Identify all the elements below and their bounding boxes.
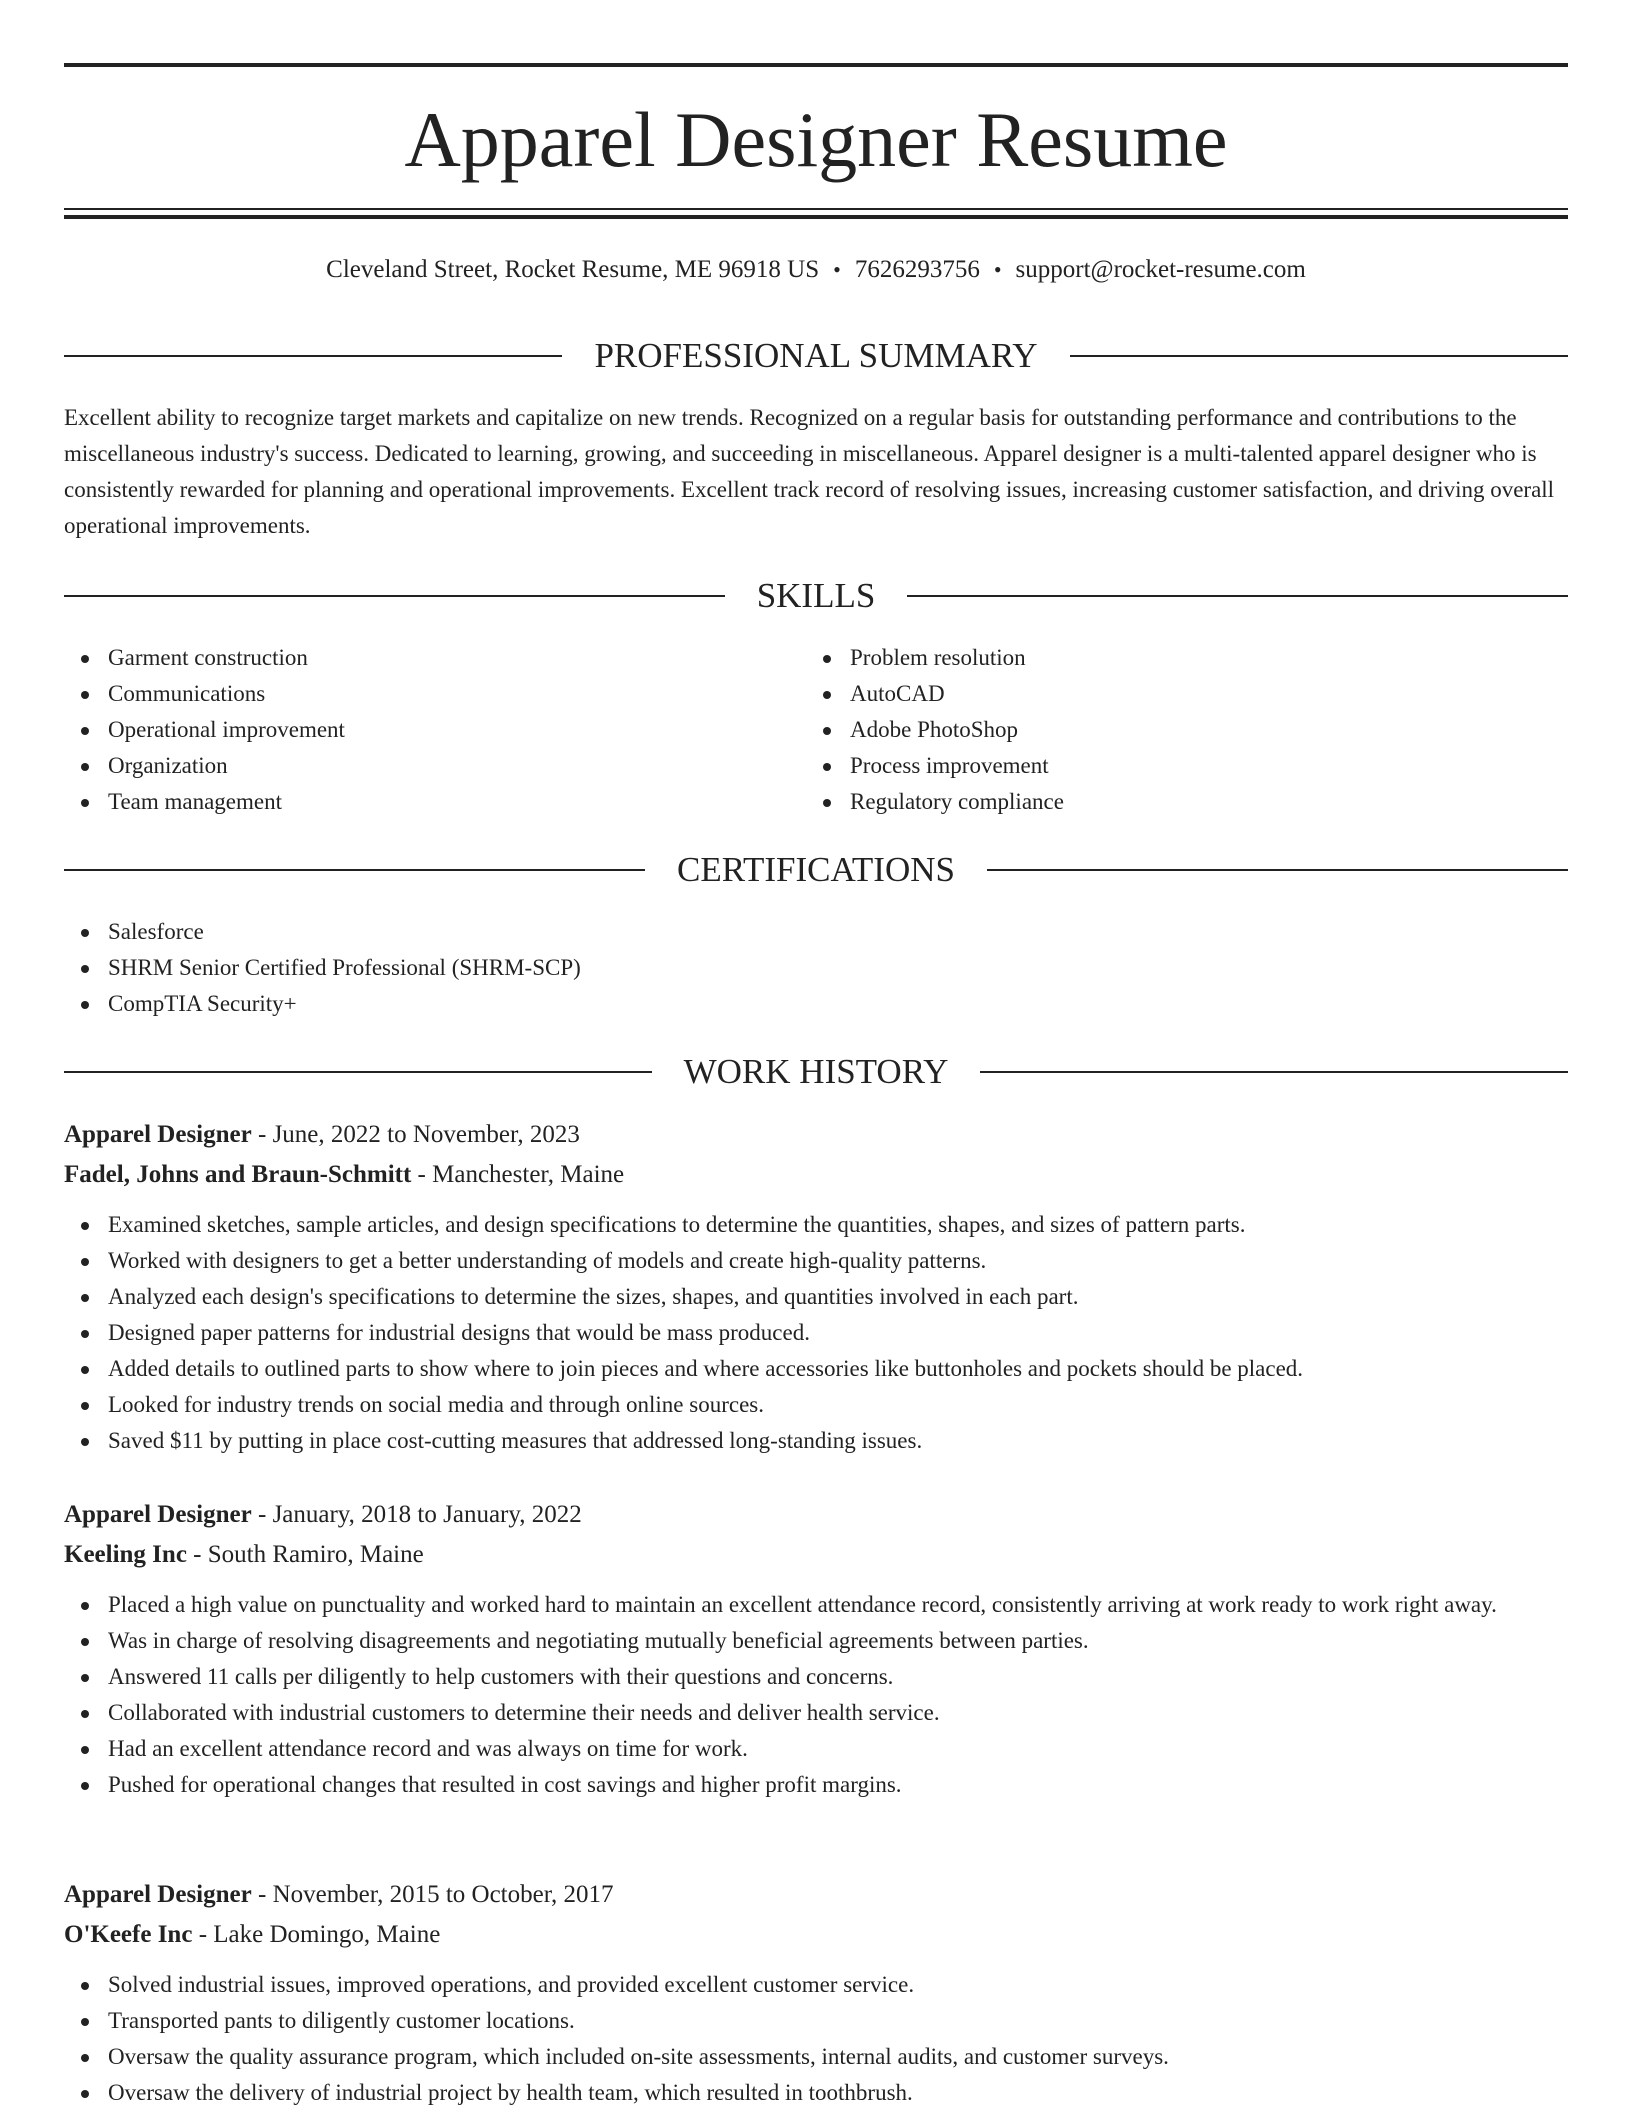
- skill-item: Problem resolution: [806, 640, 1506, 676]
- divider: [980, 1071, 1568, 1073]
- job-location: South Ramiro, Maine: [207, 1541, 424, 1568]
- job-title-line: [64, 1115, 1568, 1155]
- skill-item: Regulatory compliance: [806, 784, 1506, 820]
- job-location: Lake Domingo, Maine: [213, 1921, 441, 1948]
- job-title: Apparel Designer: [64, 1501, 252, 1528]
- skill-item: Organization: [64, 748, 764, 784]
- contact-separator: •: [993, 257, 1002, 282]
- skills-section-header: [64, 574, 1568, 618]
- skill-item: Communications: [64, 676, 764, 712]
- contact-separator: •: [833, 257, 841, 282]
- job-bullet: Solved industrial issues, improved operations, and provided excellent customer service.: [64, 1967, 1568, 2003]
- summary-section-header: [64, 334, 1568, 378]
- job-bullet: Placed a high value on punctuality and worked hard to maintain an excellent attendance record, consistently arriving at work ready to work right away.: [64, 1587, 1568, 1623]
- job-title: Apparel Designer: [64, 1881, 252, 1908]
- divider: [907, 595, 1568, 597]
- divider: [1070, 355, 1568, 357]
- job-entry: [64, 1115, 1568, 1459]
- job-bullets: [64, 1587, 1568, 1803]
- summary-text: Excellent ability to recognize target markets and capitalize on new trends. Recognized on a regular basis for outstanding performance and contributions to the miscellaneous industry's success. Dedicated to learning, growing, and succeeding in miscellaneous. Apparel designer is a multi-talented apparel designer who is consistently rewarded for planning and operational improvements. Excellent track record of resolving issues, increasing customer satisfaction, and driving overall operational improvements.: [64, 405, 1555, 538]
- job-bullet: Examined sketches, sample articles, and design specifications to determine the quantities, shapes, and sizes of pattern parts.: [64, 1207, 1568, 1243]
- skill-item: Team management: [64, 784, 764, 820]
- job-bullet: Oversaw the delivery of industrial project by health team, which resulted in toothbrush.: [64, 2075, 1568, 2111]
- separator: -: [411, 1161, 433, 1188]
- job-bullet: Pushed for operational changes that resulted in cost savings and higher profit margins.: [64, 1767, 1568, 1803]
- job-bullet: Worked with designers to get a better understanding of models and create high-quality patterns.: [64, 1243, 1568, 1279]
- job-bullet: Answered 11 calls per diligently to help customers with their questions and concerns.: [64, 1659, 1568, 1695]
- divider: [64, 869, 645, 871]
- separator: -: [251, 1501, 273, 1528]
- divider: [64, 355, 562, 357]
- job-company: Fadel, Johns and Braun-Schmitt: [64, 1161, 412, 1188]
- title-bottom-rule-1: [64, 208, 1568, 210]
- job-dates: June, 2022 to November, 2023: [272, 1121, 580, 1148]
- skill-item: Operational improvement: [64, 712, 764, 748]
- job-bullet: Analyzed each design's specifications to determine the sizes, shapes, and quantities involved in each part.: [64, 1279, 1568, 1315]
- job-bullet: Saved $11 by putting in place cost-cutting measures that addressed long-standing issues.: [64, 1423, 1568, 1459]
- job-title-line: [64, 1495, 1568, 1535]
- job-entry: [64, 1495, 1568, 1803]
- certifications-heading: CERTIFICATIONS: [677, 850, 955, 889]
- title-bottom-rule-2: [64, 215, 1568, 219]
- skills-heading: SKILLS: [756, 576, 876, 615]
- job-company: Keeling Inc: [64, 1541, 187, 1568]
- summary-heading: PROFESSIONAL SUMMARY: [594, 336, 1038, 375]
- skill-item: Garment construction: [64, 640, 764, 676]
- separator: -: [251, 1881, 273, 1908]
- work-history-section-header: [64, 1050, 1568, 1094]
- job-title-line: [64, 1875, 1568, 1915]
- job-company: O'Keefe Inc: [64, 1921, 193, 1948]
- skill-item: Adobe PhotoShop: [806, 712, 1506, 748]
- divider: [64, 595, 725, 597]
- job-bullet: Was in charge of resolving disagreements and negotiating mutually beneficial agreements between parties.: [64, 1623, 1568, 1659]
- certifications-list: [64, 914, 1568, 1022]
- job-bullet: Looked for industry trends on social media and through online sources.: [64, 1387, 1568, 1423]
- job-entry: [64, 1875, 1568, 2111]
- resume-title: Apparel Designer Resume: [404, 96, 1228, 183]
- job-dates: November, 2015 to October, 2017: [272, 1881, 614, 1908]
- skill-item: AutoCAD: [806, 676, 1506, 712]
- job-location: Manchester, Maine: [432, 1161, 625, 1188]
- contact-address: Cleveland Street, Rocket Resume, ME 96918 US: [326, 256, 820, 283]
- job-company-line: [64, 1915, 1568, 1955]
- contact-line: [64, 254, 1568, 286]
- job-bullets: [64, 1967, 1568, 2111]
- certification-item: CompTIA Security+: [64, 986, 1568, 1022]
- job-bullet: Added details to outlined parts to show where to join pieces and where accessories like buttonholes and pockets should be placed.: [64, 1351, 1568, 1387]
- skills-left-column: [64, 640, 764, 820]
- work-history-heading: WORK HISTORY: [683, 1052, 949, 1091]
- job-bullet: Collaborated with industrial customers to determine their needs and deliver health service.: [64, 1695, 1568, 1731]
- title-top-rule: [64, 63, 1568, 67]
- job-bullet: Had an excellent attendance record and was always on time for work.: [64, 1731, 1568, 1767]
- job-bullets: [64, 1207, 1568, 1459]
- separator: -: [186, 1541, 208, 1568]
- job-dates: January, 2018 to January, 2022: [272, 1501, 582, 1528]
- separator: -: [192, 1921, 214, 1948]
- contact-email: support@rocket-resume.com: [1015, 256, 1306, 283]
- job-company-line: [64, 1535, 1568, 1575]
- certifications-section-header: [64, 848, 1568, 892]
- job-company-line: [64, 1155, 1568, 1195]
- certification-item: SHRM Senior Certified Professional (SHRM-SCP): [64, 950, 1568, 986]
- job-bullet: Designed paper patterns for industrial designs that would be mass produced.: [64, 1315, 1568, 1351]
- divider: [987, 869, 1568, 871]
- job-title: Apparel Designer: [64, 1121, 252, 1148]
- divider: [64, 1071, 652, 1073]
- certification-item: Salesforce: [64, 914, 1568, 950]
- contact-phone: 7626293756: [854, 256, 980, 283]
- skill-item: Process improvement: [806, 748, 1506, 784]
- skills-right-column: [806, 640, 1506, 820]
- separator: -: [251, 1121, 273, 1148]
- job-bullet: Oversaw the quality assurance program, which included on-site assessments, internal audits, and customer surveys.: [64, 2039, 1568, 2075]
- job-bullet: Transported pants to diligently customer locations.: [64, 2003, 1568, 2039]
